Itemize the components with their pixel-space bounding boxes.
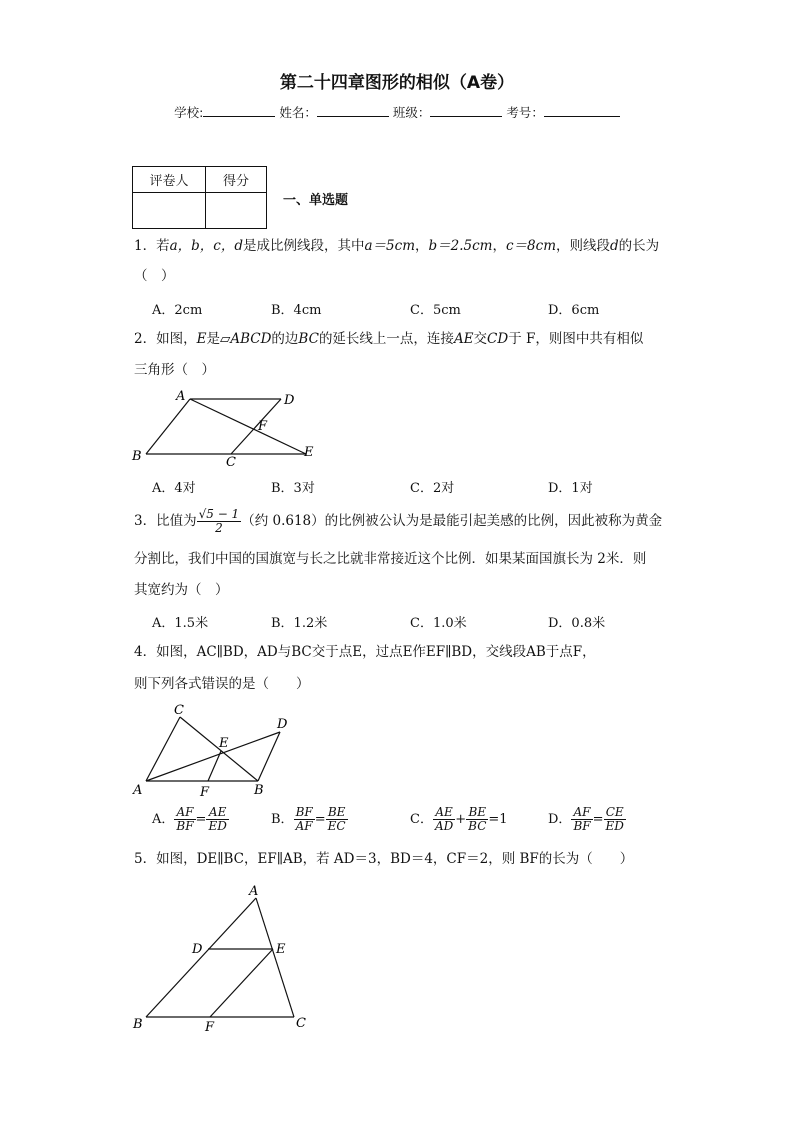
q4b-n1: BF [295,805,313,819]
q4-line2: 则下列各式错误的是（ ） [134,676,310,692]
q1-c: c＝8cm [505,238,556,254]
q4b-n2: BE [326,806,348,820]
q2-t6: BC [298,331,319,347]
q3-frac-num: √5 − 1 [198,507,240,521]
q2-t9: 交 [473,331,488,347]
q4d-frac2 [604,806,626,833]
q4c-d1: AD [434,819,454,833]
q5-label-f: F [205,1020,215,1035]
q2-label-a: A [176,389,186,404]
q3-option-b[interactable]: B．1.2米 [271,616,328,631]
q4a-n2: AE [206,806,228,820]
q2-option-d[interactable]: D．1对 [548,481,593,496]
q3-line3: 其宽约为（ ） [134,582,229,598]
q3-option-c[interactable]: C．1.0米 [410,616,467,631]
q2-seg-ba [146,399,190,454]
q4a-frac1 [174,806,195,833]
q4a-op: = [195,812,207,827]
question-4: 4．如图，AC∥BD，AD与BC交于点E，过点E作EF∥BD，交线段AB于点F， [134,644,596,660]
q4b-frac2 [326,806,348,833]
school-field[interactable] [203,104,275,117]
q4b-d1: AF [295,819,313,833]
q1-b: b＝2.5cm [428,238,493,254]
q3-prefix: 3．比值为 [134,513,197,529]
q5-seg-fe [210,949,273,1017]
class-field[interactable] [430,104,502,117]
q1-d: d [610,238,619,254]
q1-option-c[interactable]: C．5cm [410,303,461,318]
q5-label-a: A [249,884,259,899]
q2-label-f: F [258,419,268,434]
q2-seg-dc [231,399,281,454]
q5-seg-ba [146,898,256,1017]
q2-option-a[interactable]: A．4对 [152,481,196,496]
question-2 [134,329,674,349]
q4-label-f: F [200,785,210,800]
q4a-d1: BF [176,819,194,833]
q4-label-a: A [133,783,143,798]
q4c-op: + [455,812,467,827]
q4c-frac1 [433,806,455,833]
q2-option-c[interactable]: C．2对 [410,481,455,496]
q2-option-b[interactable]: B．3对 [271,481,315,496]
q4c-n2: BE [466,806,488,820]
q1-mid: 是成比例线段，其中 [243,238,365,254]
q4b-label: B． [271,812,294,827]
q5-label-d: D [192,942,203,957]
q4c-frac2 [466,806,488,833]
score-cell[interactable] [206,193,267,229]
q2-t3: 是 [206,331,220,347]
q4c-tail: =1 [488,812,508,827]
question-5: 5．如图，DE∥BC，EF∥AB，若 AD＝3，BD＝4，CF＝2，则 BF的长为（ ） [134,851,634,867]
q4b-d2: EC [327,819,346,833]
name-label: 姓名： [279,105,317,120]
q4c-d2: BC [468,819,487,833]
number-field[interactable] [544,104,620,117]
q1-end: 的长为 [618,238,660,254]
q4d-op: = [592,812,604,827]
q4-option-b[interactable] [271,806,348,833]
grader-header: 评卷人 [133,167,206,193]
q4d-d1: BF [573,819,591,833]
q4a-d2: ED [208,819,227,833]
q5-seg-ac [256,898,294,1017]
q1-tail: ，则线段 [556,238,610,254]
q4-label-c: C [174,703,184,718]
q1-paren: （ ） [134,268,175,284]
q2-t5: 的边 [271,331,299,347]
q4d-frac1 [571,806,592,833]
section-heading: 一、单选题 [283,193,349,208]
q3-line2: 分割比，我们中国的国旗宽与长之比就非常接近这个比例．如果某面国旗长为 2米．则 [134,551,647,567]
q2-line2: 三角形（ ） [134,362,215,378]
q4-label-e: E [219,736,229,751]
student-info-line [0,103,794,121]
q2-label-e: E [304,445,314,460]
q1-a: a＝5cm [364,238,415,254]
q4c-label: C． [410,812,433,827]
q1-option-b[interactable]: B．4cm [271,303,322,318]
page-title: 第二十四章图形的相似（A卷） [279,73,515,93]
q4-label-b: B [254,783,264,798]
q4b-frac1 [294,806,315,833]
q4d-n2: CE [604,806,626,820]
q3-frac-den: 2 [215,521,223,535]
school-label: 学校: [174,105,204,120]
q2-t10: CD [487,331,509,347]
q2-t7: 的延长线上一点，连接 [318,331,454,347]
q5-label-b: B [133,1017,143,1032]
q4a-n1: AF [174,806,195,820]
q4-seg-ac [146,717,180,781]
q4b-op: = [314,812,326,827]
q3-option-d[interactable]: D．0.8米 [548,616,606,631]
q4d-d2: ED [605,819,624,833]
q3-fraction [197,508,242,535]
q4c-n1: AE [433,806,455,820]
grader-cell[interactable] [133,193,206,229]
q4d-label: D． [548,812,572,827]
q4-seg-ad [146,732,280,781]
q1-prefix: 1．若 [134,238,170,254]
question-1: 1．若a，b，c，d是成比例线段，其中a＝5cm，b＝2.5cm，c＝8cm，则线段d的长为 [134,238,660,254]
q4-figure [128,700,298,800]
q4-option-c[interactable] [410,806,508,833]
q4a-label: A． [152,812,175,827]
number-label: 考号： [506,105,544,120]
q4a-frac2 [206,806,228,833]
q2-t11: 于 F，则图中共有相似 [508,331,644,347]
q1-option-a[interactable]: A．2cm [152,303,203,318]
q2-label-b: B [132,449,142,464]
q2-t2: E [196,331,207,347]
q1-vars: a，b，c，d [169,238,243,254]
q4-label-d: D [277,717,288,732]
score-header: 得分 [206,167,267,193]
q2-t1: 2．如图， [134,331,197,347]
q3-option-a[interactable]: A．1.5米 [152,616,209,631]
q5-label-c: C [296,1016,306,1031]
q3-line1: （约 0.618）的比例被公认为是最能引起美感的比例，因此被称为黄金 [241,513,663,529]
q2-t8: AE [453,331,474,347]
q2-figure [128,386,328,468]
q2-t4: ▱ABCD [219,331,272,347]
question-3 [134,508,674,535]
q2-label-d: D [284,393,295,408]
score-table [132,166,267,229]
q5-label-e: E [276,942,286,957]
class-label: 班级： [392,105,431,120]
q4d-n1: AF [571,806,592,820]
q1-option-d[interactable]: D．6cm [548,303,600,318]
q4-option-d[interactable] [548,806,626,833]
q4-option-a[interactable] [152,806,229,833]
name-field[interactable] [317,104,389,117]
q5-figure [128,878,328,1038]
q2-label-c: C [226,455,236,468]
